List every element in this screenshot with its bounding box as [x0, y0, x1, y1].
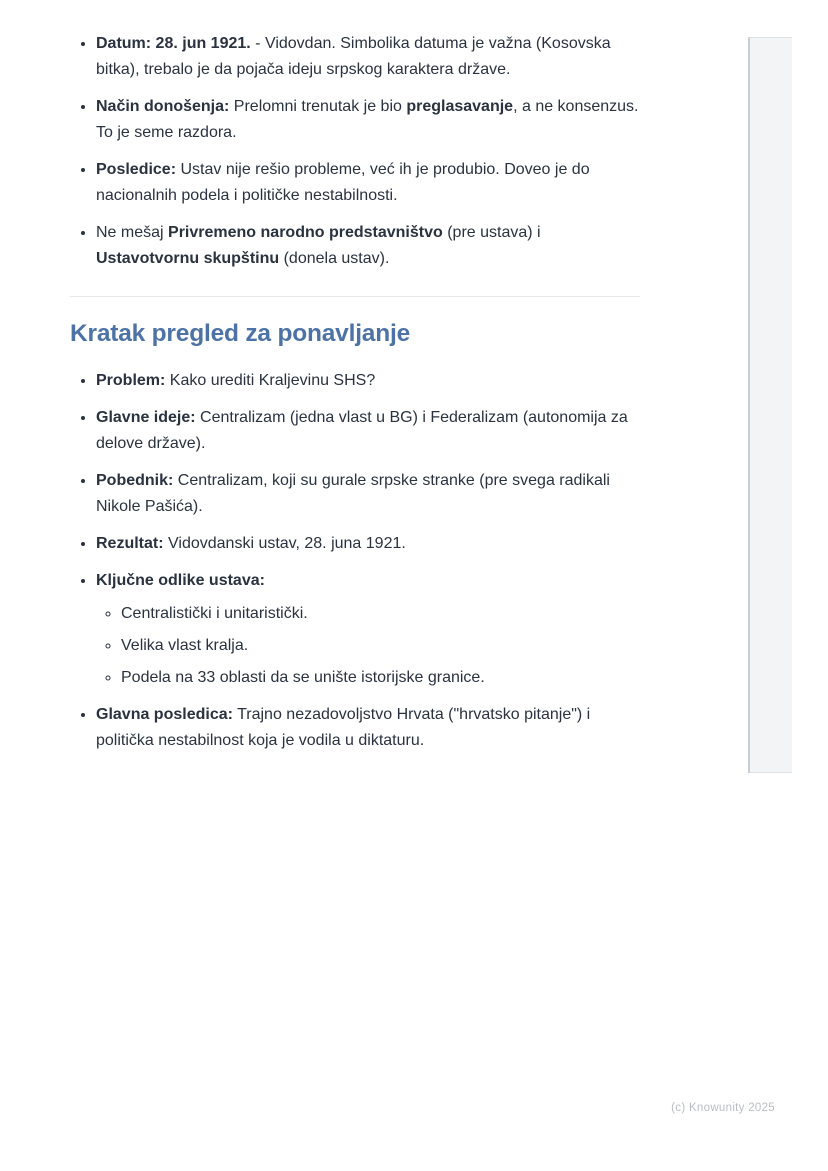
text-run: Ključne odlike ustava:: [96, 572, 265, 589]
text-run: (pre ustava) i: [442, 224, 541, 241]
text-run: Prelomni trenutak je bio: [229, 98, 407, 115]
text-run: Posledice:: [96, 161, 177, 178]
list-item: [96, 467, 640, 520]
text-run: Problem:: [96, 372, 166, 389]
text-run: Ustavotvornu skupštinu: [96, 250, 280, 267]
right-page-edge: [748, 37, 792, 773]
text-run: (donela ustav).: [279, 250, 390, 267]
sub-list-item: ◦ Centralistički i unitaristički.: [121, 601, 640, 627]
text-run: , a ne konsenzus. To je seme razdora.: [96, 98, 639, 141]
text-run: preglasavanje: [406, 98, 514, 115]
list-item: [96, 93, 640, 146]
list-item: [96, 156, 640, 209]
text-run: Rezultat:: [96, 535, 164, 552]
list-item: [96, 701, 640, 754]
list-item: [96, 567, 640, 691]
top-bullet-list: [70, 30, 640, 272]
text-run: Pobednik:: [96, 472, 174, 489]
notes-content: [70, 30, 640, 764]
text-run: Glavne ideje:: [96, 409, 196, 426]
text-run: Način donošenja:: [96, 98, 230, 115]
section-heading: Kratak pregled za ponavljanje: [70, 320, 411, 347]
text-run: Ustav nije rešio probleme, već ih je produbio. Doveo je do nacionalnih podela i političke nestabilnosti.: [96, 161, 590, 204]
text-run: Centralizam (jedna vlast u BG) i Federalizam (autonomija za delove države).: [96, 409, 628, 452]
text-run: Privremeno narodno predstavništvo: [168, 224, 443, 241]
text-run: Vidovdanski ustav, 28. juna 1921.: [163, 535, 406, 552]
text-run: - Vidovdan. Simbolika datuma je važna (Kosovska bitka), trebalo je da pojača ideju srpskog karaktera države.: [96, 35, 611, 78]
text-run: Datum: 28. jun 1921.: [96, 35, 251, 52]
text-run: Kako urediti Kraljevinu SHS?: [165, 372, 376, 389]
text-run: Glavna posledica:: [96, 706, 233, 723]
list-item: [96, 219, 640, 272]
text-run: Trajno nezadovoljstvo Hrvata ("hrvatsko pitanje") i politička nestabilnost koja je vodila u diktaturu.: [96, 706, 591, 749]
list-item: [96, 30, 640, 83]
text-run: Ne mešaj: [96, 224, 169, 241]
review-bullet-list: [70, 367, 640, 754]
list-item: [96, 404, 640, 457]
text-run: Centralizam, koji su gurale srpske stranke (pre svega radikali Nikole Pašića).: [96, 472, 610, 515]
sub-list-item: ◦ Velika vlast kralja.: [121, 633, 640, 659]
list-item: [96, 367, 640, 394]
sub-list: [96, 601, 640, 691]
list-item: [96, 530, 640, 557]
footer-copyright: (c) Knowunity 2025: [671, 1102, 775, 1114]
sub-list-item: ◦ Podela na 33 oblasti da se unište istorijske granice.: [121, 665, 640, 691]
section-divider: [70, 296, 640, 297]
